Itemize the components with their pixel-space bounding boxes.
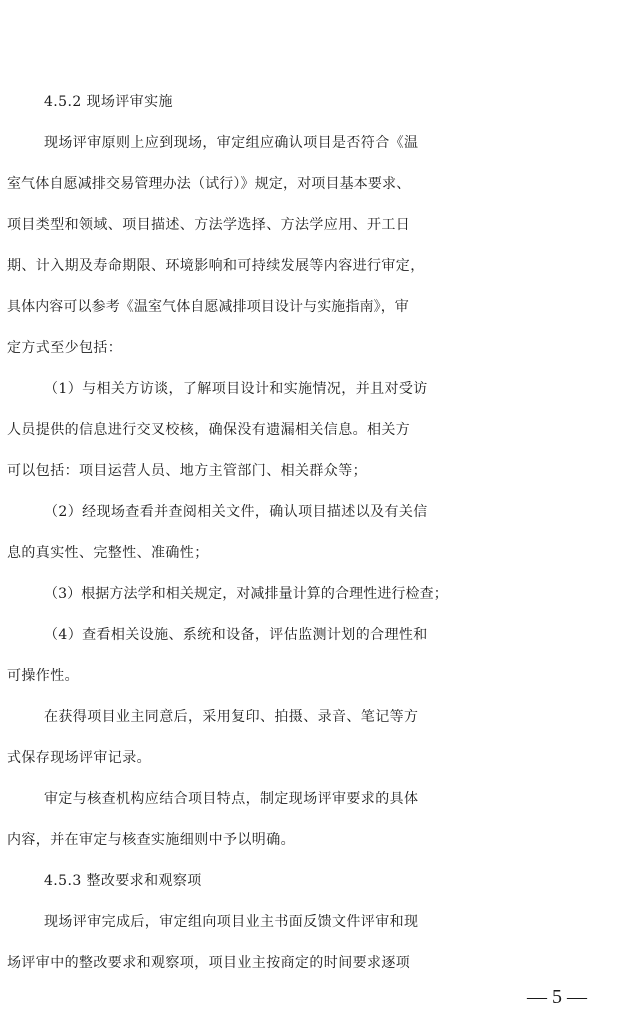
- paragraph-line: 审定与核查机构应结合项目特点，制定现场评审要求的具体: [44, 791, 419, 807]
- paragraph-line: 式保存现场评审记录。: [7, 750, 151, 766]
- list-item-4: （4）查看相关设施、系统和设备，评估监测计划的合理性和: [44, 627, 428, 643]
- paragraph-line: 具体内容可以参考《温室气体自愿减排项目设计与实施指南》，审: [7, 299, 409, 315]
- section-heading-4-5-2: 4.5.2 现场评审实施: [44, 94, 173, 110]
- paragraph-line: 场评审中的整改要求和观察项，项目业主按商定的时间要求逐项: [7, 955, 411, 971]
- list-item-3: （3）根据方法学和相关规定，对减排量计算的合理性进行检查；: [44, 586, 448, 602]
- paragraph-line: 现场评审原则上应到现场，审定组应确认项目是否符合《温: [44, 135, 419, 151]
- paragraph-line: 室气体自愿减排交易管理办法（试行）》规定，对项目基本要求、: [7, 176, 411, 192]
- section-heading-4-5-3: 4.5.3 整改要求和观察项: [44, 873, 202, 889]
- paragraph-line: 在获得项目业主同意后，采用复印、拍摄、录音、笔记等方: [44, 709, 419, 725]
- paragraph-line: 人员提供的信息进行交叉校核，确保没有遗漏相关信息。相关方: [7, 422, 411, 438]
- paragraph-line: 项目类型和领域、项目描述、方法学选择、方法学应用、开工日: [7, 217, 411, 233]
- paragraph-line: 可操作性。: [7, 668, 79, 684]
- paragraph-line: 定方式至少包括：: [7, 340, 123, 356]
- paragraph-line: 内容，并在审定与核查实施细则中予以明确。: [7, 832, 295, 848]
- list-item-2: （2）经现场查看并查阅相关文件，确认项目描述以及有关信: [44, 504, 428, 520]
- paragraph-line: 息的真实性、完整性、准确性；: [7, 545, 209, 561]
- list-item-1: （1）与相关方访谈，了解项目设计和实施情况，并且对受访: [44, 381, 428, 397]
- paragraph-line: 现场评审完成后，审定组向项目业主书面反馈文件评审和现: [44, 914, 419, 930]
- page-number: — 5 —: [527, 986, 587, 1008]
- paragraph-line: 期、计入期及寿命期限、环境影响和可持续发展等内容进行审定，: [7, 258, 425, 274]
- paragraph-line: 可以包括：项目运营人员、地方主管部门、相关群众等；: [7, 463, 367, 479]
